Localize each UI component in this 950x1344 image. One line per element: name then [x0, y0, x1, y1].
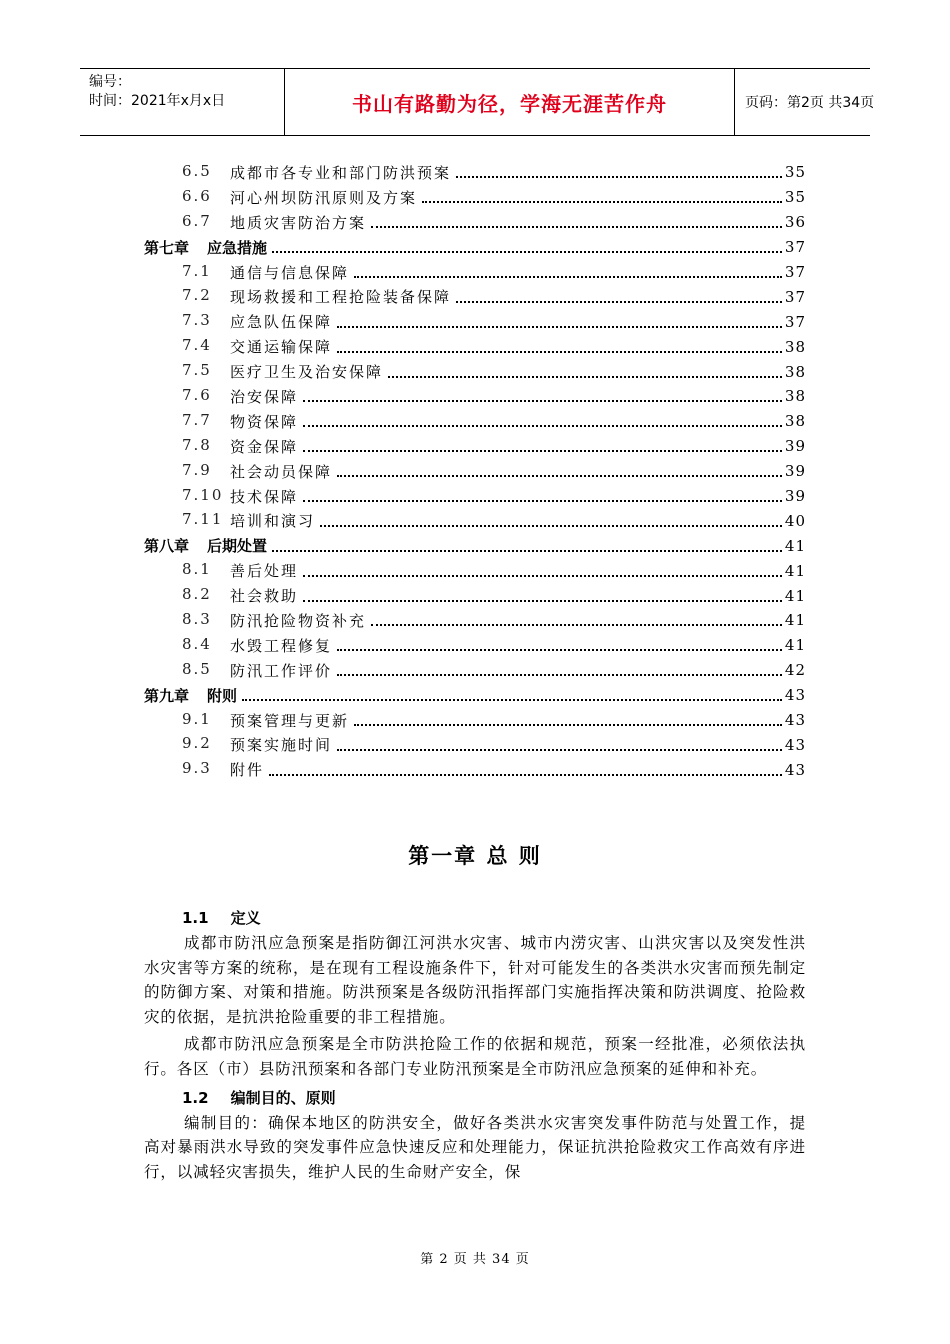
toc-entry[interactable]: [144, 334, 806, 359]
toc-entry-label: [182, 610, 368, 631]
toc-entry-label: [182, 710, 351, 731]
header-meta: [80, 69, 285, 135]
toc-entry-title: 物资保障: [230, 412, 299, 431]
toc-entry[interactable]: [144, 683, 806, 708]
toc-entry[interactable]: [144, 309, 806, 334]
toc-entry-title: 社会动员保障: [230, 462, 333, 481]
motto: 书山有路勤为径，学海无涯苦作舟: [352, 91, 667, 116]
toc-entry-number: 7.6: [182, 385, 212, 404]
toc-entry-label: [182, 560, 300, 581]
toc-entry[interactable]: [144, 633, 806, 658]
toc-entry-number: 7.8: [182, 435, 212, 454]
toc-entry-number: 7.7: [182, 410, 212, 429]
toc-entry-title: 通信与信息保障: [230, 263, 350, 282]
toc-entry-page: 39: [784, 487, 806, 506]
toc-leader-dots: [337, 749, 782, 751]
toc-entry-number: 8.3: [182, 609, 212, 628]
toc-entry-page: 41: [784, 586, 806, 605]
toc-entry[interactable]: [144, 757, 806, 782]
toc-entry-title: 地质灾害防治方案: [230, 213, 367, 232]
toc-entry-title: 善后处理: [230, 562, 299, 581]
section-number: 1.1: [182, 909, 209, 927]
toc-leader-dots: [456, 176, 782, 178]
toc-entry-page: 39: [784, 462, 806, 481]
toc-leader-dots: [303, 450, 782, 452]
toc-leader-dots: [303, 600, 782, 602]
toc-entry-number: 第九章: [144, 686, 190, 705]
toc-entry-label: [182, 336, 334, 357]
toc-entry[interactable]: [144, 508, 806, 533]
toc-entry-number: 8.5: [182, 659, 212, 678]
toc-entry-page: 41: [784, 611, 806, 630]
toc-entry-number: 7.3: [182, 311, 212, 330]
toc-entry-number: 9.3: [182, 759, 212, 778]
toc-entry-label: [182, 212, 368, 233]
page-header: [80, 68, 875, 136]
toc-entry-page: 42: [784, 661, 806, 680]
toc-entry-title: 预案实施时间: [230, 736, 333, 755]
toc-leader-dots: [303, 425, 782, 427]
toc-entry[interactable]: [144, 434, 806, 459]
toc-entry[interactable]: [144, 459, 806, 484]
toc-leader-dots: [456, 301, 782, 303]
toc-leader-dots: [337, 326, 782, 328]
toc-entry-page: 43: [784, 760, 806, 779]
toc-leader-dots: [337, 649, 782, 651]
toc-entry-title: 附件: [230, 761, 265, 780]
toc-entry-label: [182, 486, 300, 507]
toc-entry-number: 7.5: [182, 361, 212, 380]
toc-entry-title: 河心州坝防汛原则及方案: [230, 188, 418, 207]
toc-entry-title: 资金保障: [230, 437, 299, 456]
page-info: 页码：第2页 共34页: [745, 95, 875, 111]
toc-entry-page: 41: [784, 561, 806, 580]
toc-entry-number: 7.11: [182, 510, 224, 529]
toc-leader-dots: [320, 525, 782, 527]
toc-entry-number: 第八章: [144, 537, 190, 556]
toc-entry[interactable]: [144, 708, 806, 733]
toc-entry-number: 7.4: [182, 336, 212, 355]
toc-entry-page: 38: [784, 412, 806, 431]
toc-leader-dots: [371, 624, 782, 626]
toc-entry-page: 37: [784, 238, 806, 257]
toc-entry-page: 36: [784, 213, 806, 232]
toc-leader-dots: [303, 575, 782, 577]
toc-entry[interactable]: [144, 533, 806, 558]
toc-entry[interactable]: [144, 558, 806, 583]
toc-entry-label: [182, 510, 317, 531]
toc-leader-dots: [272, 550, 782, 552]
toc-entry-number: 6.5: [182, 161, 212, 180]
header-page-info: [735, 69, 875, 135]
toc-entry-page: 43: [784, 686, 806, 705]
toc-leader-dots: [371, 226, 782, 228]
toc-entry-label: [182, 759, 266, 780]
toc-leader-dots: [242, 699, 782, 701]
toc-entry-title: 预案管理与更新: [230, 711, 350, 730]
toc-entry-title: 防汛工作评价: [230, 661, 333, 680]
section-heading: [144, 1085, 806, 1111]
toc-entry-number: 8.2: [182, 585, 212, 604]
toc-entry-title: 附则: [207, 686, 238, 705]
toc-entry[interactable]: [144, 658, 806, 683]
toc-entry-number: 9.2: [182, 734, 212, 753]
section-title: 编制目的、原则: [230, 1088, 336, 1107]
paragraph: 成都市防汛应急预案是全市防洪抢险工作的依据和规范，预案一经批准，必须依法执行。各区（市）县防汛预案和各部门专业防汛预案是全市防汛应急预案的延伸和补充。: [144, 1035, 806, 1078]
toc-entry-page: 43: [784, 711, 806, 730]
toc-leader-dots: [272, 251, 782, 253]
toc-entry[interactable]: [144, 732, 806, 757]
toc-entry-page: 41: [784, 536, 806, 555]
toc-entry-title: 现场救援和工程抢险装备保障: [230, 288, 452, 307]
toc-leader-dots: [269, 774, 782, 776]
toc-entry-number: 6.6: [182, 186, 212, 205]
toc-entry-title: 防汛抢险物资补充: [230, 611, 367, 630]
toc-entry[interactable]: [144, 235, 806, 260]
toc-entry-title: 培训和演习: [230, 512, 316, 531]
toc-entry-label: [182, 411, 300, 432]
toc-entry-label: [182, 162, 453, 183]
toc-entry-page: 37: [784, 263, 806, 281]
toc-entry-label: [182, 436, 300, 457]
toc-leader-dots: [337, 351, 782, 353]
toc-entry-number: 7.1: [182, 261, 212, 280]
toc-leader-dots: [354, 276, 782, 278]
toc-entry-page: 37: [784, 287, 806, 306]
toc-entry-label: [182, 585, 300, 606]
table-of-contents: [144, 160, 806, 782]
toc-entry-title: 应急措施: [207, 238, 268, 257]
toc-entry[interactable]: [144, 185, 806, 210]
toc-leader-dots: [388, 376, 782, 378]
toc-entry-title: 应急队伍保障: [230, 313, 333, 332]
toc-entry-label: [182, 635, 334, 656]
code-label: 编号：: [89, 74, 131, 90]
toc-entry-title: 社会救助: [230, 587, 299, 606]
toc-entry-label: [144, 535, 269, 556]
toc-entry-page: 35: [784, 188, 806, 207]
toc-entry-number: 8.1: [182, 560, 212, 579]
toc-entry[interactable]: [144, 260, 806, 285]
toc-leader-dots: [354, 724, 782, 726]
toc-entry-number: 7.10: [182, 485, 224, 504]
toc-leader-dots: [337, 674, 782, 676]
toc-entry-number: 第七章: [144, 238, 190, 257]
toc-leader-dots: [337, 475, 782, 477]
toc-entry-label: [182, 386, 300, 407]
toc-entry-page: 38: [784, 362, 806, 381]
toc-entry-label: [182, 361, 385, 382]
toc-entry-title: 治安保障: [230, 387, 299, 406]
toc-entry[interactable]: [144, 583, 806, 608]
toc-entry-page: 39: [784, 437, 806, 456]
toc-entry[interactable]: [144, 484, 806, 509]
toc-entry[interactable]: [144, 359, 806, 384]
toc-entry-label: [182, 734, 334, 755]
toc-entry-label: [182, 187, 419, 208]
toc-entry-label: [144, 685, 239, 706]
toc-entry-title: 技术保障: [230, 487, 299, 506]
toc-entry-number: 8.4: [182, 634, 212, 653]
toc-entry-page: 40: [784, 511, 806, 530]
paragraph: 成都市防汛应急预案是指防御江河洪水灾害、城市内涝灾害、山洪灾害以及突发性洪水灾害等方案的统称，是在现有工程设施条件下，针对可能发生的各类洪水灾害而预先制定的防御方案、对策和措施。防洪预案是各级防汛指挥部门实施指挥决策和防洪调度、抢险救灾的依据，是抗洪抢险重要的非工程措施。: [144, 934, 806, 1026]
toc-entry-title: 水毁工程修复: [230, 636, 333, 655]
toc-entry-title: 后期处置: [207, 537, 268, 556]
toc-entry-label: [182, 262, 351, 283]
toc-leader-dots: [303, 400, 782, 402]
header-motto-cell: [285, 69, 735, 135]
paragraph: 编制目的：确保本地区的防洪安全，做好各类洪水灾害突发事件防范与处置工作，提高对暴雨洪水导致的突发事件应急快速反应和处理能力，保证抗洪抢险救灾工作高效有序进行，以减轻灾害损失，维护人民的生命财产安全，保: [144, 1113, 806, 1181]
toc-entry-page: 41: [784, 636, 806, 655]
toc-entry-number: 7.2: [182, 286, 212, 305]
toc-entry-label: [182, 286, 453, 307]
toc-entry-page: 43: [784, 735, 806, 754]
toc-leader-dots: [303, 500, 782, 502]
toc-entry[interactable]: [144, 160, 806, 185]
toc-entry-page: 35: [784, 163, 806, 182]
date-label: 时间：2021年x月x日: [89, 93, 226, 109]
section-number: 1.2: [182, 1088, 209, 1107]
toc-entry-page: 38: [784, 387, 806, 406]
body-text: [144, 905, 806, 1187]
toc-entry-label: [182, 461, 334, 482]
toc-entry[interactable]: [144, 210, 806, 235]
toc-entry-number: 9.1: [182, 709, 212, 728]
toc-entry-title: 医疗卫生及治安保障: [230, 363, 384, 382]
toc-entry[interactable]: [144, 384, 806, 409]
section-heading: [144, 905, 806, 931]
toc-entry-page: 37: [784, 312, 806, 331]
toc-entry[interactable]: [144, 409, 806, 434]
toc-entry-page: 38: [784, 337, 806, 356]
toc-leader-dots: [422, 201, 782, 203]
toc-entry-title: 交通运输保障: [230, 338, 333, 357]
toc-entry-label: [144, 237, 269, 258]
toc-entry[interactable]: [144, 608, 806, 633]
page-footer: 第 2 页 共 34 页: [420, 1252, 530, 1267]
section-title: 定义: [230, 909, 261, 927]
chapter-title: 第一章 总 则: [408, 844, 542, 868]
toc-entry-number: 6.7: [182, 211, 212, 230]
toc-entry-number: 7.9: [182, 460, 212, 479]
toc-entry[interactable]: [144, 284, 806, 309]
toc-entry-label: [182, 660, 334, 681]
toc-entry-title: 成都市各专业和部门防洪预案: [230, 163, 452, 182]
toc-entry-label: [182, 311, 334, 332]
